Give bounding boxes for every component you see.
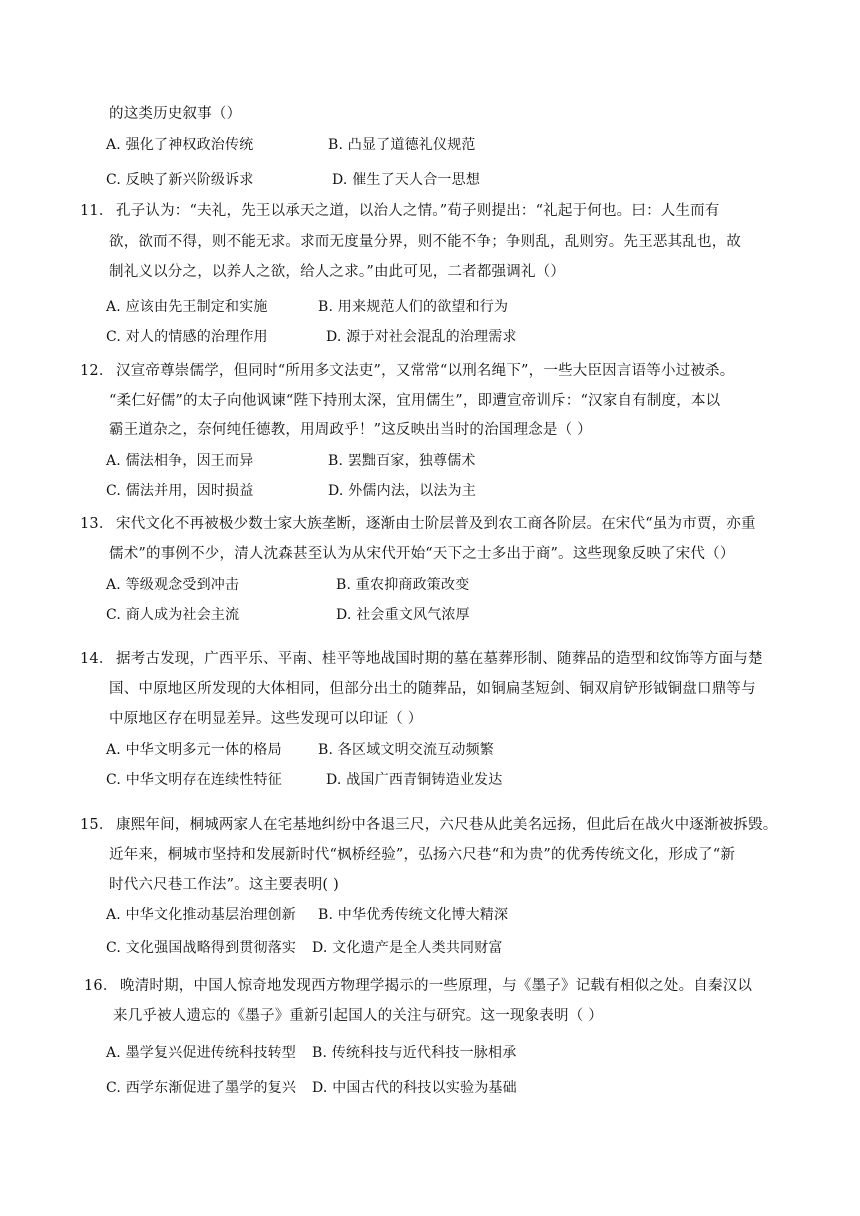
question-14-option-d: D. 战国广西青铜铸造业发达 xyxy=(326,772,503,788)
question-13-stem-line-2: 儒术”的事例不少，清人沈森甚至认为从宋代开始“天下之士多出于商”。这些现象反映了宋代（） xyxy=(109,546,735,562)
question-11-stem-line-1: 孔子认为：“夫礼，先王以承天之道，以治人之情。”荀子则提出：“礼起于何也。曰：人生而有 xyxy=(116,203,720,219)
question-11-option-c: C. 对人的情感的治理作用 xyxy=(106,329,268,345)
question-11-option-b: B. 用来规范人们的欲望和行为 xyxy=(318,299,509,315)
question-10-stem-tail: 的这类历史叙事（） xyxy=(109,106,242,122)
question-13-stem-line-1: 宋代文化不再被极少数士家大族垄断，逐渐由士阶层普及到农工商各阶层。在宋代“虽为市贾，亦重 xyxy=(116,516,756,532)
question-16-stem-line-1: 晚清时期，中国人惊奇地发现西方物理学揭示的一些原理，与《墨子》记载有相似之处。自秦汉以 xyxy=(120,978,753,994)
question-15-number: 15． xyxy=(80,817,114,833)
question-16-stem-line-2: 来几乎被人遗忘的《墨子》重新引起国人的关注与研究。这一现象表明（ ） xyxy=(113,1008,603,1024)
question-14-option-a: A. 中华文明多元一体的格局 xyxy=(106,742,282,758)
question-12-option-a: A. 儒法相争，因王而异 xyxy=(106,453,254,469)
question-13-option-c: C. 商人成为社会主流 xyxy=(106,607,240,623)
question-12-option-c: C. 儒法并用，因时损益 xyxy=(106,483,254,499)
question-14-option-c: C. 中华文明存在连续性特征 xyxy=(106,772,282,788)
question-15-stem-line-1: 康熙年间，桐城两家人在宅基地纠纷中各退三尺，六尺巷从此美名远扬，但此后在战火中逐渐被拆毁。 xyxy=(116,817,778,833)
question-16-number: 16． xyxy=(84,978,118,994)
question-12-stem-line-3: 霸王道杂之，奈何纯任德教，用周政乎！”这反映出当时的治国理念是（ ） xyxy=(109,422,592,438)
question-13-option-b: B. 重农抑商政策改变 xyxy=(336,577,470,593)
question-13-option-d: D. 社会重文风气浓厚 xyxy=(336,607,470,623)
question-10-option-a: A. 强化了神权政治传统 xyxy=(106,137,254,153)
question-14-stem-line-3: 中原地区存在明显差异。这些发现可以印证（ ） xyxy=(109,711,423,727)
question-11-stem-line-2: 欲，欲而不得，则不能无求。求而无度量分界，则不能不争；争则乱，乱则穷。先王恶其乱也，故 xyxy=(109,234,742,250)
question-11-option-d: D. 源于对社会混乱的治理需求 xyxy=(326,329,517,345)
question-16-option-d: D. 中国古代的科技以实验为基础 xyxy=(312,1080,517,1096)
question-15-stem-line-2: 近年来，桐城市坚持和发展新时代“枫桥经验”，弘扬六尺巷“和为贵”的优秀传统文化，形成了“新 xyxy=(109,847,736,863)
question-13-option-a: A. 等级观念受到冲击 xyxy=(106,577,240,593)
question-10-option-b: B. 凸显了道德礼仪规范 xyxy=(328,137,476,153)
question-14-stem-line-1: 据考古发现，广西平乐、平南、桂平等地战国时期的墓在墓葬形制、随葬品的造型和纹饰等方面与楚 xyxy=(116,651,763,667)
question-15-stem-line-3: 时代六尺巷工作法”。这主要表明( ) xyxy=(109,877,339,893)
question-14-number: 14． xyxy=(80,651,114,667)
question-12-stem-line-1: 汉宣帝尊崇儒学，但同时“所用多文法吏”，又常常“以刑名绳下”，一些大臣因言语等小过被杀。 xyxy=(116,363,735,379)
question-16-option-a: A. 墨学复兴促进传统科技转型 xyxy=(106,1045,297,1061)
question-16-option-c: C. 西学东渐促进了墨学的复兴 xyxy=(106,1080,297,1096)
question-10-option-d: D. 催生了天人合一思想 xyxy=(332,172,481,188)
question-15-option-c: C. 文化强国战略得到贯彻落实 xyxy=(106,940,297,956)
question-15-option-a: A. 中华文化推动基层治理创新 xyxy=(106,907,297,923)
question-15-option-b: B. 中华优秀传统文化博大精深 xyxy=(318,907,509,923)
question-11-stem-line-3: 制礼义以分之，以养人之欲，给人之求。”由此可见，二者都强调礼（） xyxy=(109,264,566,280)
question-14-stem-line-2: 国、中原地区所发现的大体相同，但部分出土的随葬品，如铜扁茎短剑、铜双肩铲形钺铜盘口鼎等与 xyxy=(109,681,756,697)
question-12-number: 12． xyxy=(80,363,114,379)
question-15-option-d: D. 文化遗产是全人类共同财富 xyxy=(312,940,503,956)
question-12-option-b: B. 罢黜百家，独尊儒术 xyxy=(328,453,476,469)
question-13-number: 13． xyxy=(80,516,114,532)
question-10-option-c: C. 反映了新兴阶级诉求 xyxy=(106,172,254,188)
question-12-option-d: D. 外儒内法，以法为主 xyxy=(328,483,477,499)
question-11-option-a: A. 应该由先王制定和实施 xyxy=(106,299,268,315)
question-12-stem-line-2: “柔仁好儒”的太子向他讽谏“陛下持刑太深，宜用儒生”，即遭宣帝训斥：“汉家自有制度，本以 xyxy=(109,393,721,409)
question-14-option-b: B. 各区域文明交流互动频繁 xyxy=(318,742,494,758)
question-11-number: 11． xyxy=(80,203,114,219)
question-16-option-b: B. 传统科技与近代科技一脉相承 xyxy=(312,1045,517,1061)
